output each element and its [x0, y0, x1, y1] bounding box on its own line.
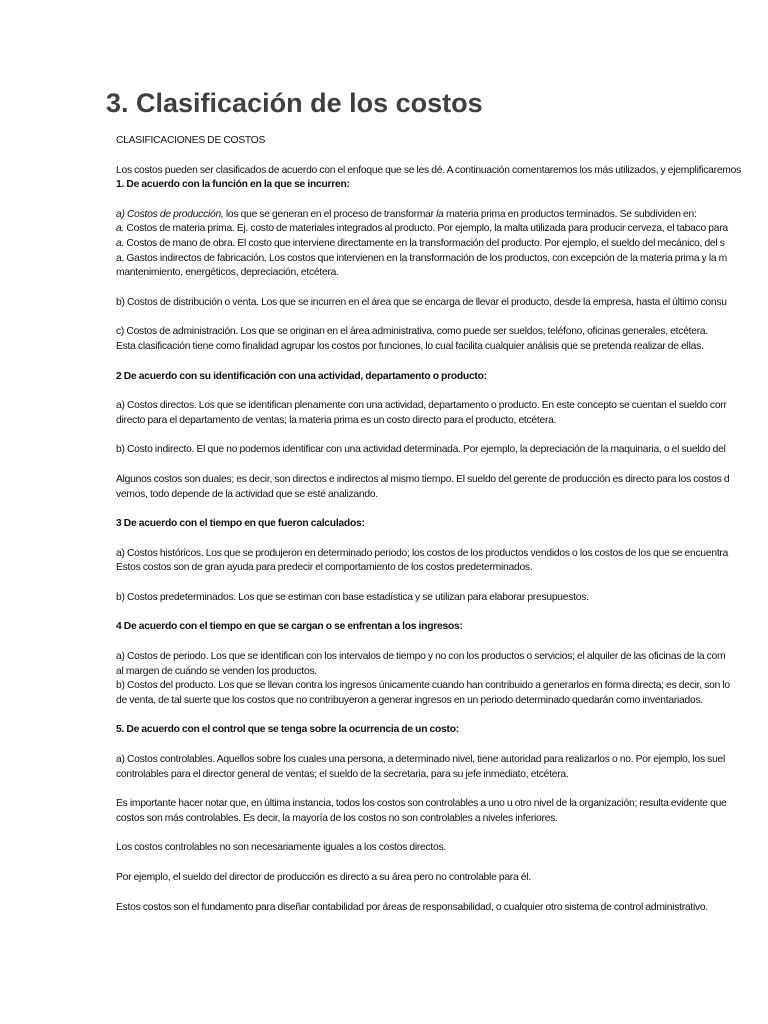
s1-item-b: b) Costos de distribución o venta. Los que se incurren en el área que se encarga de llevar el producto, desde la empresa, hasta el último consu	[116, 296, 727, 308]
s3-item-b: b) Costos predeterminados. Los que se estiman con base estadística y se utilizan para elaborar presupuestos.	[116, 591, 589, 603]
s4-item-b-line-1: b) Costos del producto. Los que se llevan contra los ingresos únicamente cuando han contribuido a generarlos en forma directa; es decir, son lo	[116, 680, 730, 692]
s2-dual-line-2: vemos, todo depende de la actividad que se esté analizando.	[116, 488, 378, 500]
s1-closing: Esta clasificación tiene como finalidad agrupar los costos por funciones, lo cual facilita cualquier análisis que se pretenda realizar de ellas.	[116, 340, 704, 352]
section-2-heading: 2 De acuerdo con su identificación con una actividad, departamento o producto:	[116, 370, 487, 382]
s5-item-a-line-1: a) Costos controlables. Aquellos sobre los cuales una persona, a determinado nivel, tiene autoridad para realizarlos o no. Por ejemplo, los suel	[116, 754, 726, 766]
s1-item-a-text-post: materia prima en productos terminados. Se subdividen en:	[443, 208, 697, 220]
section-3-heading: 3 De acuerdo con el tiempo en que fueron calculados:	[116, 518, 365, 530]
s5-item-a-line-2: controlables para el director general de ventas; el sueldo de la secretaria, para su jefe inmediato, etcétera.	[116, 768, 569, 780]
s4-item-a-line-2: al margen de cuándo se venden los productos.	[116, 665, 317, 677]
s5-paragraph-2: Por ejemplo, el sueldo del director de producción es directo a su área pero no controlable para él.	[116, 872, 531, 883]
s1-subitem-3-line-1: a. Gastos indirectos de fabricación. Los costos que intervienen en la transformación de los productos, con excepción de la materia prima y la m	[116, 252, 727, 264]
s3-item-a-line-1: a) Costos históricos. Los que se produjeron en determinado periodo; los costos de los productos vendidos o los costos de los que se encuentra	[116, 547, 729, 559]
s4-item-b-line-2: de venta, de tal suerte que los costos que no contribuyeron a generar ingresos en un periodo determinado quedarán como inventariados.	[116, 694, 703, 706]
s1-subitem-2-text: Costos de mano de obra. El costo que interviene directamente en la transformación del producto. Por ejemplo, el sueldo del mecánico, del s	[124, 237, 725, 249]
s5-note-line-1: Es importante hacer notar que, en última instancia, todos los costos son controlables a uno u otro nivel de la organización; resulta evidente que	[116, 798, 727, 810]
s1-subitem-1-text: Costos de materia prima. Ej. costo de materiales integrados al producto. Por ejemplo, la malta utilizada para producir cerveza, el tabaco para	[124, 223, 728, 235]
document-body	[116, 134, 768, 915]
s1-subitem-3-line-2: mantenimiento, energéticos, depreciación, etcétera.	[116, 267, 339, 279]
s2-item-a-line-2: directo para el departamento de ventas; la materia prima es un costo directo para el producto, etcétera.	[116, 414, 557, 426]
s4-item-a-line-1: a) Costos de periodo. Los que se identifican con los intervalos de tiempo y no con los productos o servicios; el alquiler de las oficinas de la com	[116, 651, 726, 663]
s5-note-line-2: costos son más controlables. Es decir, la mayoría de los costos no son controlables a niveles inferiores.	[116, 812, 558, 824]
s1-item-a-text-la: la	[436, 208, 444, 220]
s1-subitem-2-marker: a.	[116, 237, 125, 249]
section-subtitle: CLASIFICACIONES DE COSTOS	[116, 135, 266, 146]
s1-item-a	[116, 208, 768, 223]
s2-dual-line-1: Algunos costos son duales; es decir, son directos e indirectos al mismo tiempo. El sueldo del gerente de producción es directo para los costos d	[116, 473, 730, 485]
s1-subitem-1	[116, 222, 768, 237]
s1-subitem-1-marker: a.	[116, 223, 125, 235]
s2-item-a-line-1: a) Costos directos. Los que se identifican plenamente con una actividad, departamento o producto. En este concepto se cuentan el sueldo corr	[116, 400, 727, 412]
s1-item-c: c) Costos de administración. Los que se originan en el área administrativa, como puede ser sueldos, teléfono, oficinas generales, etcétera.	[116, 326, 709, 338]
section-1-heading: 1. De acuerdo con la función en la que se incurren:	[116, 179, 350, 191]
s1-item-a-label: a) Costos de producción,	[116, 208, 224, 220]
s3-item-a-line-2: Estos costos son de gran ayuda para predecir el comportamiento de los costos predeterminados.	[116, 562, 533, 574]
section-4-heading: 4 De acuerdo con el tiempo en que se cargan o se enfrentan a los ingresos:	[116, 621, 463, 633]
s1-subitem-2	[116, 237, 768, 252]
s5-paragraph-1: Los costos controlables no son necesariamente iguales a los costos directos.	[116, 842, 447, 854]
s5-paragraph-3: Estos costos son el fundamento para diseñar contabilidad por áreas de responsabilidad, o cualquier otro sistema de control administrativo.	[116, 901, 709, 913]
intro-paragraph: Los costos pueden ser clasificados de acuerdo con el enfoque que se les dé. A continuación comentaremos los más utilizados, y ejemplificaremos	[116, 164, 742, 176]
page-title: 3. Clasificación de los costos	[106, 88, 483, 118]
s1-item-a-text-pre: los que se generan en el proceso de transformar	[223, 208, 437, 220]
section-5-heading: 5. De acuerdo con el control que se tenga sobre la ocurrencia de un costo:	[116, 724, 459, 736]
s2-item-b: b) Costo indirecto. El que no podemos identificar con una actividad determinada. Por ejemplo, la depreciación de la maquinaria, o el sueldo del	[116, 444, 726, 456]
